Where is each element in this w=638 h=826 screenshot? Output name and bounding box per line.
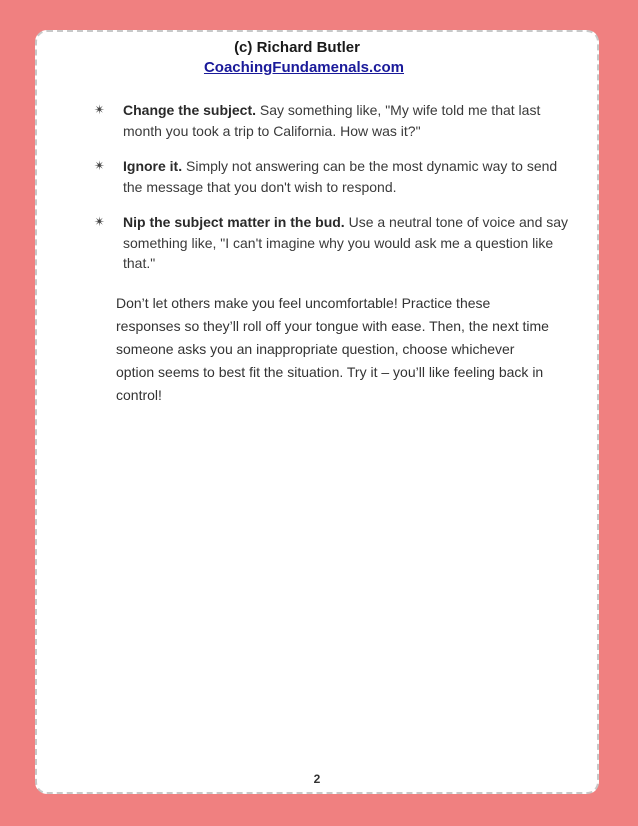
page-header	[37, 38, 557, 78]
page-number: 2	[313, 772, 321, 786]
star-bullet-icon: ✴	[94, 158, 105, 173]
document-page	[35, 30, 599, 794]
bullet-text: Simply not answering can be the most dynamic way to send the message that you don't wish to respond.	[123, 158, 558, 195]
star-bullet-icon: ✴	[94, 214, 105, 229]
bullet-lead: Ignore it.	[123, 158, 183, 174]
list-item	[94, 156, 573, 197]
closing-paragraph: Don’t let others make you feel uncomfortable! Practice these responses so they’ll roll off your tongue with ease. Then, the next time someone asks you an inappropriate question, choose whichever option seems to best fit the situation. Try it – you’ll like feeling back in control!	[116, 295, 549, 403]
bullet-lead: Change the subject.	[123, 102, 257, 118]
star-bullet-icon: ✴	[94, 102, 105, 117]
bullet-text: Say something like, "My wife told me that last month you took a trip to California. How was it?"	[123, 102, 541, 139]
bullet-text: Use a neutral tone of voice and say something like, "I can't imagine why you would ask me a question like that."	[123, 214, 569, 271]
author-credit: (c) Richard Butler	[234, 39, 360, 56]
list-item	[94, 100, 573, 141]
list-item	[94, 212, 573, 274]
website-link[interactable]: CoachingFundamenals.com	[203, 59, 405, 76]
bullet-lead: Nip the subject matter in the bud.	[123, 214, 345, 230]
response-list	[94, 100, 573, 289]
